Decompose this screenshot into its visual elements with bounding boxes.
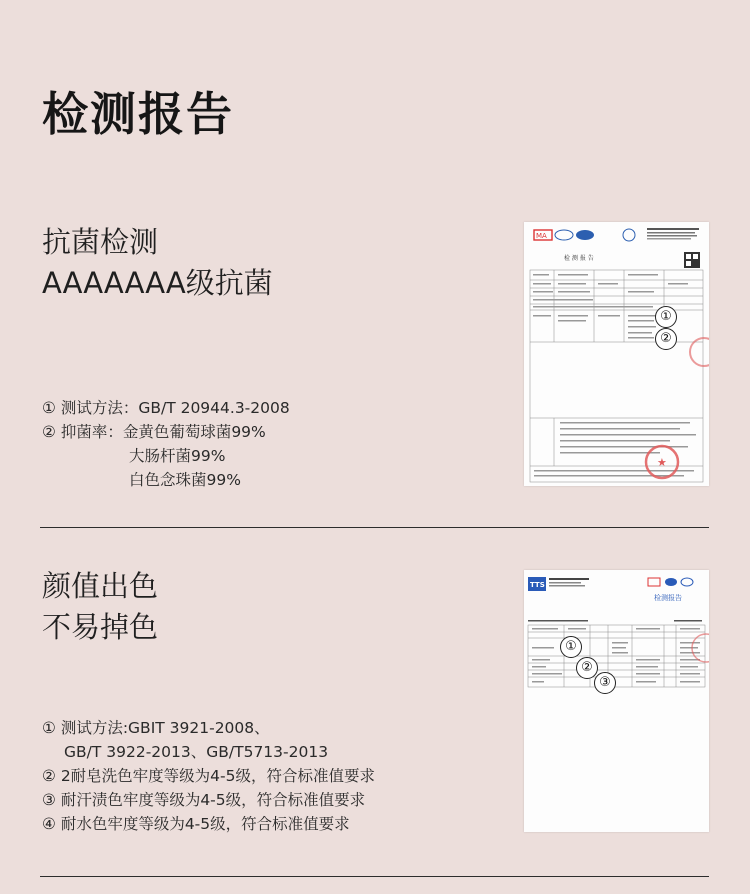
section2-heading-line1: 颜值出色 <box>42 569 159 603</box>
inhibition-rate-candida: 白色念珠菌99% <box>129 471 241 489</box>
report2-logo: TTS <box>530 581 545 589</box>
section2-heading-line2: 不易掉色 <box>42 610 159 644</box>
antibacterial-report-image <box>524 222 709 486</box>
section1-details <box>42 396 290 492</box>
report2-marker-3: ③ <box>594 672 616 694</box>
section1-heading <box>42 222 273 304</box>
colorfastness-report-image <box>524 570 709 832</box>
test-method: ① 测试方法：GB/T 20944.3-2008 <box>42 399 290 417</box>
report1-doc-title: 检 测 报 告 <box>564 255 594 262</box>
colorfastness-method: ① 测试方法:GBIT 3921-2008、 <box>42 719 270 737</box>
section-divider-1 <box>40 527 709 528</box>
report2-marker-2: ② <box>576 657 598 679</box>
svg-text:★: ★ <box>657 456 667 469</box>
section1-heading-line2: AAAAAAA级抗菌 <box>42 266 273 300</box>
inhibition-rate-ecoli: 大肠杆菌99% <box>129 447 226 465</box>
report2-doc-title: 检测报告 <box>654 594 682 602</box>
perspiration-fastness: ③ 耐汗渍色牢度等级为4-5级，符合标准值要求 <box>42 791 366 809</box>
page-title: 检测报告 <box>42 87 234 141</box>
inhibition-rate: ② 抑菌率：金黄色葡萄球菌99% <box>42 423 266 441</box>
report1-marker-2: ② <box>655 328 677 350</box>
colorfastness-method-cont: GB/T 3922-2013、GB/T5713-2013 <box>64 743 329 761</box>
report2-marker-1: ① <box>560 636 582 658</box>
water-fastness: ④ 耐水色牢度等级为4-5级，符合标准值要求 <box>42 815 350 833</box>
report1-marker-1: ① <box>655 306 677 328</box>
section-divider-2 <box>40 876 709 877</box>
soap-wash-fastness: ② 2耐皂洗色牢度等级为4-5级，符合标准值要求 <box>42 767 376 785</box>
section1-heading-line1: 抗菌检测 <box>42 225 159 259</box>
section2-details <box>42 716 375 836</box>
svg-text:MA: MA <box>536 232 547 240</box>
section2-heading <box>42 566 158 648</box>
